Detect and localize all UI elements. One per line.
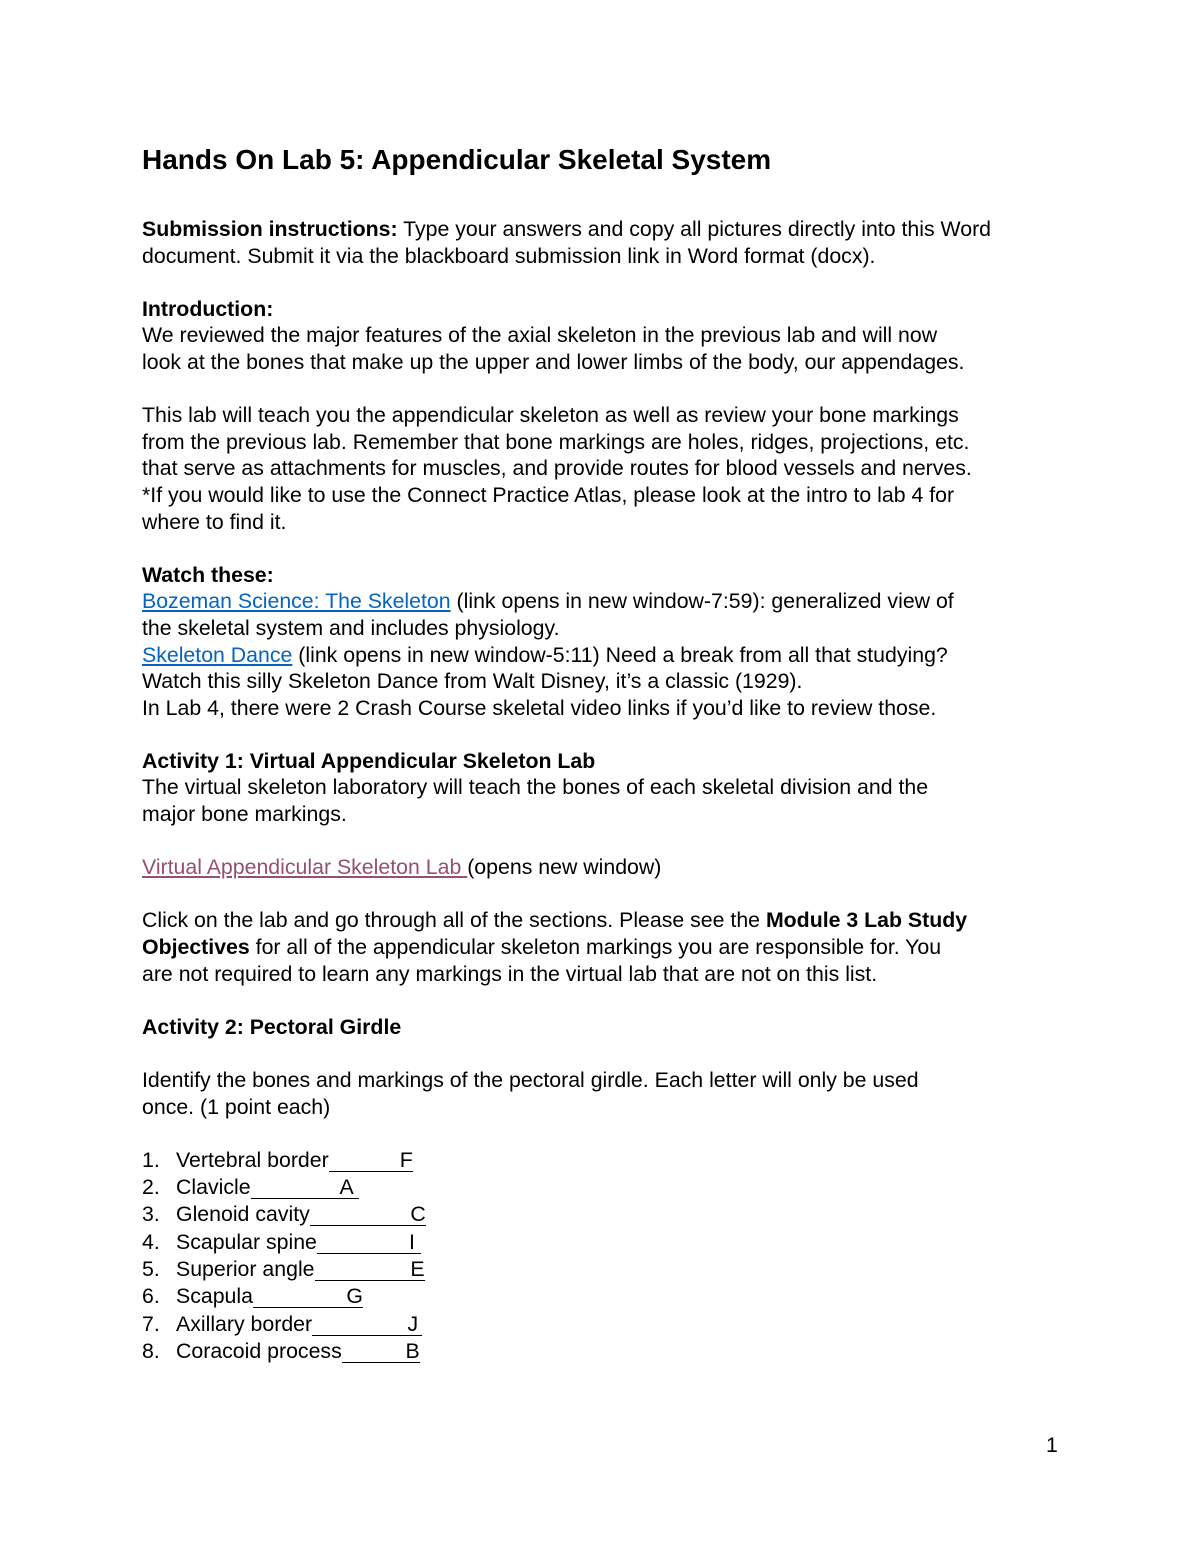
intro-line: where to find it. [142,509,287,534]
answer-field[interactable]: G [253,1285,363,1308]
watch-line: Watch this silly Skeleton Dance from Walt Disney, it’s a classic (1929). [142,669,803,694]
objectives-bold: Objectives [142,935,250,960]
list-item [142,1229,1072,1256]
page-number: 1 [1046,1433,1058,1457]
item-number: 6. [142,1284,160,1309]
item-label: Superior angle [176,1256,315,1281]
answer-field[interactable]: E [315,1258,425,1281]
module-objectives-bold: Module 3 Lab Study [765,908,968,933]
answer-field[interactable]: F [329,1149,413,1172]
activity2-line: Identify the bones and markings of the pectoral girdle. Each letter will only be used [142,1068,919,1092]
activity1-heading: Activity 1: Virtual Appendicular Skeleton Lab [142,748,596,773]
list-item [142,1338,1072,1365]
item-number: 7. [142,1311,160,1336]
activity2-line: once. (1 point each) [142,1094,331,1119]
link-description: (link opens in new window-5:11) Need a break from all that studying? [292,642,948,667]
activity1-line: The virtual skeleton laboratory will teach the bones of each skeletal division and the [142,775,929,800]
item-label: Coracoid process [176,1338,342,1363]
introduction-heading: Introduction: [142,296,274,321]
submission-text: Type your answers and copy all pictures directly into this Word document. Submit it via the blackboard submission link in Word format (docx). [142,217,992,268]
watch-line: In Lab 4, there were 2 Crash Course skeletal video links if you’d like to review those. [142,695,937,720]
activity1-instructions [142,934,1072,961]
skeleton-dance-link[interactable]: Skeleton Dance [142,642,293,667]
answer-field[interactable]: I [317,1231,421,1254]
intro-line: *If you would like to use the Connect Practice Atlas, please look at the intro to lab 4 for [142,482,955,507]
list-item [142,1174,1072,1201]
list-item [142,1256,1072,1283]
instr-text: for all of the appendicular skeleton markings you are responsible for. You [249,935,942,960]
item-number: 3. [142,1202,160,1227]
item-number: 1. [142,1147,160,1172]
link-description: (opens new window) [467,855,662,880]
item-label: Scapular spine [176,1229,317,1254]
intro-line: look at the bones that make up the upper and lower limbs of the body, our appendages. [142,349,965,374]
item-label: Scapula [176,1284,253,1309]
activity2-heading: Activity 2: Pectoral Girdle [142,1014,402,1039]
item-number: 8. [142,1338,160,1363]
list-item [142,1311,1072,1338]
activity1-line: major bone markings. [142,802,347,827]
list-item [142,1283,1072,1310]
list-item [142,1147,1072,1174]
item-number: 2. [142,1175,160,1200]
submission-label: Submission instructions: [142,217,398,241]
answer-field[interactable] [251,1176,359,1199]
intro-line: from the previous lab. Remember that bone markings are holes, ridges, projections, etc. [142,429,970,454]
virtual-lab-link[interactable]: Virtual Appendicular Skeleton Lab [142,855,468,880]
watch-line: the skeletal system and includes physiology. [142,615,560,640]
answer-field[interactable]: C [310,1203,426,1226]
intro-line: This lab will teach you the appendicular skeleton as well as review your bone markings [142,403,959,428]
link-description: (link opens in new window-7:59): generalized view of [450,589,954,614]
intro-line: that serve as attachments for muscles, and provide routes for blood vessels and nerves. [142,456,972,481]
answer-list [142,1147,1072,1365]
document-page [142,140,1072,1365]
answer-field[interactable]: J [312,1313,422,1336]
watch-line [142,588,1072,615]
answer-field[interactable]: B [342,1340,420,1363]
submission-instructions [142,216,1072,269]
list-item [142,1201,1072,1228]
watch-heading: Watch these: [142,562,274,587]
intro-line: We reviewed the major features of the axial skeleton in the previous lab and will now [142,323,938,348]
activity1-link-line [142,854,1072,881]
bozeman-science-link[interactable]: Bozeman Science: The Skeleton [142,589,451,614]
item-label: Clavicle [176,1175,251,1200]
activity1-line: are not required to learn any markings in the virtual lab that are not on this list. [142,961,878,986]
item-label: Axillary border [176,1311,313,1336]
activity1-instructions [142,907,1072,934]
answer-value: A [339,1175,354,1200]
item-number: 4. [142,1229,160,1254]
item-number: 5. [142,1256,160,1281]
item-label: Glenoid cavity [176,1202,310,1227]
item-label: Vertebral border [176,1147,329,1172]
watch-line [142,642,1072,669]
document-title: Hands On Lab 5: Appendicular Skeletal System [142,144,772,175]
instr-text: Click on the lab and go through all of the sections. Please see the [142,908,766,933]
